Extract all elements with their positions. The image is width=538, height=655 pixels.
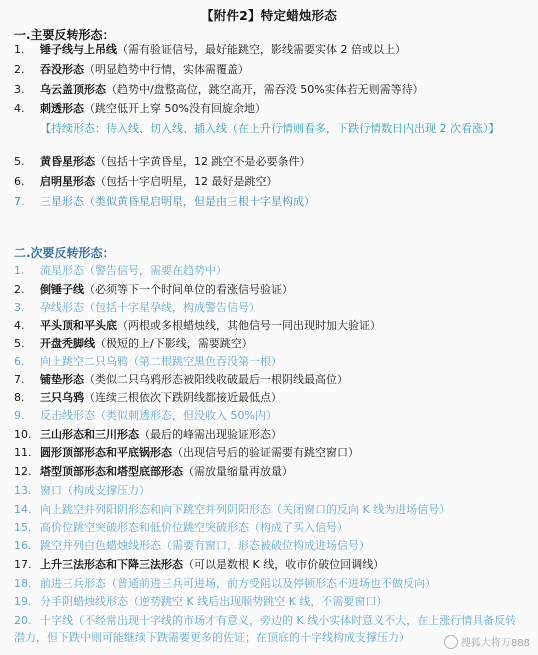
pattern-description: （包括十字黄昏星，12 跳空不是必要条件） bbox=[95, 155, 311, 168]
pattern-description: （关闭窗口的反向 K 线为进场信号） bbox=[271, 503, 451, 516]
pattern-description: （类似刺透形态，但没收入 50%内） bbox=[95, 409, 277, 422]
pattern-name: 开盘秃脚线 bbox=[40, 337, 95, 350]
list-item-number: 20. bbox=[14, 614, 32, 627]
list-item-number: 18. bbox=[14, 577, 32, 590]
pattern-name: 流星形态 bbox=[40, 264, 84, 277]
list-item-number: 11. bbox=[14, 446, 32, 459]
list-item-number: 7. bbox=[14, 373, 25, 386]
pattern-name: 孕线形态 bbox=[40, 301, 84, 314]
list-item bbox=[14, 318, 534, 334]
pattern-name: 乌云盖顶形态 bbox=[40, 83, 106, 96]
pattern-name: 启明星形态 bbox=[40, 175, 95, 188]
pattern-name: 塔型顶部形态和塔型底部形态 bbox=[40, 465, 183, 478]
pattern-name: 高价位跳空突破形态和低价位跳空突破形态 bbox=[40, 521, 249, 534]
list-item bbox=[14, 42, 534, 58]
pattern-name: 锤子线与上吊线 bbox=[40, 43, 117, 56]
pattern-description: （可以是数根 K 线，收市价破位回调线） bbox=[183, 558, 385, 571]
list-item-number: 14. bbox=[14, 503, 32, 516]
list-item bbox=[14, 502, 534, 518]
pattern-name: 平头顶和平头底 bbox=[40, 319, 117, 332]
list-item-number: 1. bbox=[14, 264, 25, 277]
list-item bbox=[14, 194, 534, 210]
continuation-note: 【持续形态：待入线、切入线、插入线（在上升行情则看多，下跌行情数日内出现 2 次看涨）】 bbox=[40, 122, 500, 135]
pattern-description: （连续三根依次下跌阴线都接近最低点） bbox=[84, 391, 282, 404]
pattern-description: （逆势跳空 K 线后出现顺势跳空 K 线，不需要窗口） bbox=[128, 595, 388, 608]
list-item-number: 3. bbox=[14, 301, 25, 314]
pattern-description: （趋势中/盘整高位，跳空高开，需吞没 50%实体若无则需等待） bbox=[106, 83, 424, 96]
list-item-number: 13. bbox=[14, 484, 32, 497]
pattern-description: （出现信号后的验证需要有跳空窗口） bbox=[172, 446, 359, 459]
list-item-number: 4. bbox=[14, 319, 25, 332]
list-item-number: 5. bbox=[14, 337, 25, 350]
pattern-description: （包括十字启明星，12 最好是跳空） bbox=[95, 175, 278, 188]
list-item-number: 7. bbox=[14, 195, 25, 208]
pattern-name: 向上跳空并列阳阴形态和向下跳空并列阴阳形态 bbox=[40, 503, 271, 516]
list-item-number: 4. bbox=[14, 102, 25, 115]
pattern-name: 跳空并列白色蜡烛线形态 bbox=[40, 539, 161, 552]
watermark-text: 搜狐大将万888 bbox=[460, 638, 530, 649]
list-item bbox=[14, 174, 534, 190]
list-item bbox=[14, 520, 534, 536]
list-item bbox=[14, 427, 534, 443]
pattern-description: （构成支撑压力） bbox=[62, 484, 150, 497]
page-title: 【附件2】特定蜡烛形态 bbox=[201, 8, 337, 23]
pattern-name: 十字线 bbox=[40, 614, 73, 627]
list-item bbox=[14, 154, 534, 170]
list-item bbox=[14, 101, 534, 117]
pattern-name: 倒锤子线 bbox=[40, 283, 84, 296]
pattern-name: 反击线形态 bbox=[40, 409, 95, 422]
list-item bbox=[14, 82, 534, 98]
pattern-name: 三只乌鸦 bbox=[40, 391, 84, 404]
pattern-name: 铺垫形态 bbox=[40, 373, 84, 386]
section-heading-main: 一.主要反转形态： bbox=[14, 28, 115, 42]
list-item bbox=[14, 263, 534, 279]
list-item bbox=[14, 576, 534, 592]
list-item-number: 1. bbox=[14, 43, 25, 56]
pattern-description: （类似二只乌鸦形态被阳线收破最后一根阴线最高位） bbox=[84, 373, 348, 386]
pattern-name: 向上跳空二只乌鸦 bbox=[40, 355, 128, 368]
pattern-name: 吞没形态 bbox=[40, 63, 84, 76]
pattern-description: （构成了买入信号） bbox=[249, 521, 348, 534]
list-item-number: 16. bbox=[14, 539, 32, 552]
list-item-number: 19. bbox=[14, 595, 32, 608]
pattern-name: 三山形态和三川形态 bbox=[40, 428, 139, 441]
pattern-description: （类似黄昏星启明星，但是由三根十字星构成） bbox=[84, 195, 315, 208]
list-item bbox=[14, 390, 534, 406]
list-item bbox=[14, 538, 534, 554]
list-item-number: 12. bbox=[14, 465, 32, 478]
pattern-description: （最后的峰需出现验证形态） bbox=[139, 428, 282, 441]
list-item-number: 15. bbox=[14, 521, 32, 534]
pattern-description: （需放量缩量再放量） bbox=[183, 465, 293, 478]
list-item bbox=[14, 372, 534, 388]
pattern-description: （警告信号，需要在趋势中） bbox=[84, 264, 227, 277]
watermark bbox=[444, 634, 530, 649]
list-item bbox=[14, 464, 534, 480]
list-item-number: 17. bbox=[14, 558, 32, 571]
pattern-name: 黄昏星形态 bbox=[40, 155, 95, 168]
pattern-name: 窗口 bbox=[40, 484, 62, 497]
pattern-name: 前进三兵形态 bbox=[40, 577, 106, 590]
section-heading-secondary: 二.次要反转形态： bbox=[14, 246, 115, 260]
pattern-description: （第二根跳空黑色吞没第一根） bbox=[128, 355, 282, 368]
pattern-description: （需要有窗口，形态被破位构成进场信号） bbox=[161, 539, 370, 552]
pattern-description: （两根或多根蜡烛线，其他信号一同出现时加大验证） bbox=[117, 319, 381, 332]
pattern-description: （包括十字星孕线，构成警告信号） bbox=[84, 301, 260, 314]
list-item bbox=[14, 354, 534, 370]
list-item bbox=[14, 594, 534, 610]
list-item-number: 10. bbox=[14, 428, 32, 441]
list-item bbox=[14, 282, 534, 298]
list-item-number: 6. bbox=[14, 175, 25, 188]
pattern-name: 三星形态 bbox=[40, 195, 84, 208]
pattern-description: （明显趋势中行情，实体需覆盖） bbox=[84, 63, 249, 76]
pattern-description: （不经常出现十字线的市场才有意义，旁边的 K 线小实体时意义不大，在上涨行情具备反转潜力，但下跌中则可能继续下跌需要更多的佐证；在顶底的十字线构成支撑压力） bbox=[14, 614, 517, 644]
list-item bbox=[14, 408, 534, 424]
list-item bbox=[14, 483, 534, 499]
list-item bbox=[14, 557, 534, 573]
pattern-description: （极短的上/下影线，需要跳空） bbox=[95, 337, 253, 350]
pattern-name: 上升三法形态和下降三法形态 bbox=[40, 558, 183, 571]
pattern-description: （普通前进三兵可进场，前方受阻以及停顿形态不进场也不做反向） bbox=[106, 577, 436, 590]
list-item bbox=[14, 300, 534, 316]
list-item-number: 3. bbox=[14, 83, 25, 96]
pattern-name: 分手阴蜡烛线形态 bbox=[40, 595, 128, 608]
list-item-number: 5. bbox=[14, 155, 25, 168]
pattern-name: 圆形顶部形态和平底锅形态 bbox=[40, 446, 172, 459]
list-item-number: 2. bbox=[14, 63, 25, 76]
list-item-number: 8. bbox=[14, 391, 25, 404]
pattern-name: 刺透形态 bbox=[40, 102, 84, 115]
pattern-description: （需有验证信号，最好能跳空，影线需要实体 2 倍或以上） bbox=[117, 43, 406, 56]
list-item bbox=[14, 445, 534, 461]
pattern-description: （必须等下一个时间单位的看涨信号验证） bbox=[84, 283, 293, 296]
list-item-number: 9. bbox=[14, 409, 25, 422]
pattern-description: （跳空低开上穿 50%没有回旋余地） bbox=[84, 102, 266, 115]
list-item bbox=[14, 62, 534, 78]
list-item bbox=[14, 336, 534, 352]
list-item-number: 2. bbox=[14, 283, 25, 296]
list-item-number: 6. bbox=[14, 355, 25, 368]
watermark-logo-icon bbox=[444, 635, 458, 649]
